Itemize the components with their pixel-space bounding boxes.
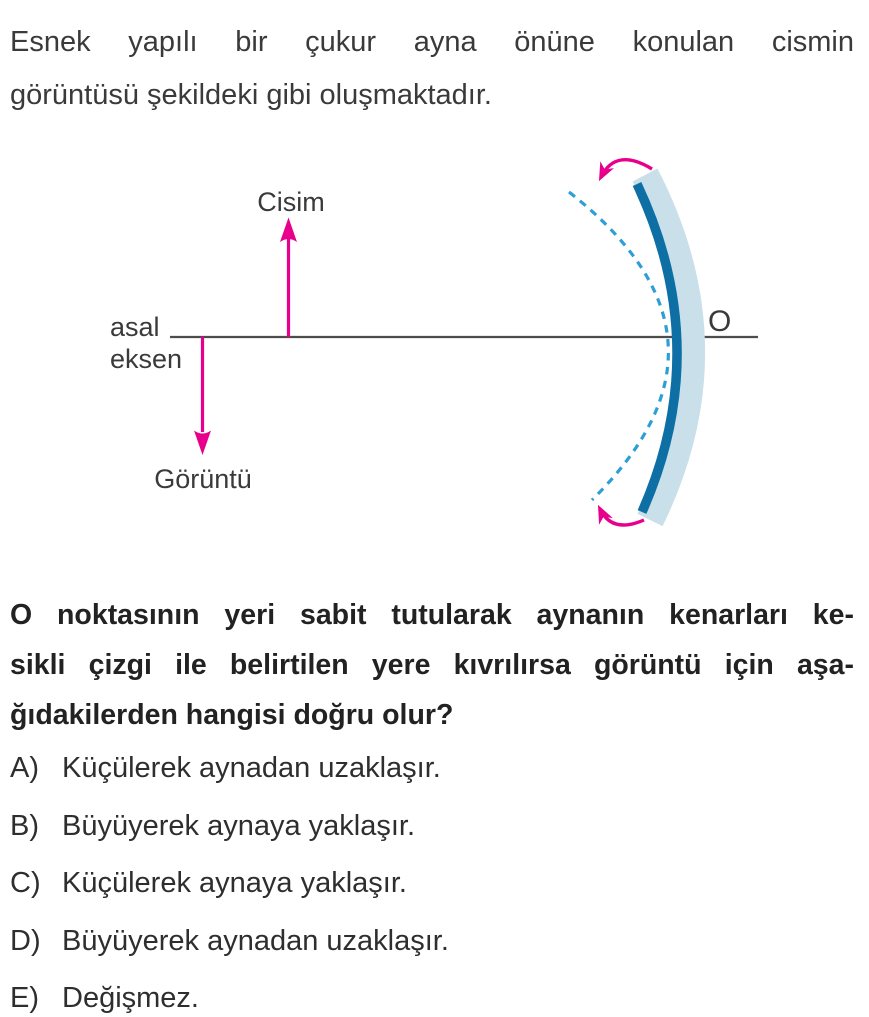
intro-paragraph <box>10 16 854 122</box>
option-b-text: Büyüyerek aynaya yaklaşır. <box>62 809 416 842</box>
option-e <box>10 983 854 1013</box>
bend-arrow-top <box>601 160 652 177</box>
image-label: Görüntü <box>154 464 252 494</box>
axis-label-word2: eksen <box>110 344 183 374</box>
question-line-3: ğıdakilerden hangisi doğru olur? <box>10 699 454 731</box>
object-label: Cisim <box>257 187 325 217</box>
question-paragraph <box>10 590 854 740</box>
object-arrow-head <box>280 218 297 243</box>
intro-line-1: Esnek yapılı bir çukur ayna önüne konulan cismin <box>10 26 854 58</box>
bend-arrow-bottom <box>600 509 644 525</box>
option-c-letter: C) <box>10 867 41 899</box>
option-b <box>10 811 854 841</box>
option-e-text: Değişmez. <box>62 982 199 1014</box>
option-a-letter: A) <box>10 752 39 784</box>
optics-diagram <box>0 150 869 550</box>
axis-label-word1: asal <box>110 312 160 342</box>
image-arrow-head <box>194 431 211 456</box>
option-b-letter: B) <box>10 809 39 842</box>
question-line-1: O noktasının yeri sabit tutularak aynanın kenarları ke- <box>10 599 854 631</box>
option-c-text: Küçülerek aynaya yaklaşır. <box>62 867 407 899</box>
option-d-letter: D) <box>10 924 41 957</box>
option-a <box>10 753 854 783</box>
answer-options <box>10 753 854 1017</box>
option-c <box>10 868 854 898</box>
option-d <box>10 926 854 956</box>
intro-line-2: görüntüsü şekildeki gibi oluşmaktadır. <box>10 79 492 111</box>
option-a-text: Küçülerek aynadan uzaklaşır. <box>62 752 441 784</box>
question-line-2: sikli çizgi ile belirtilen yere kıvrılırsa görüntü için aşa- <box>10 649 854 681</box>
dashed-bent-mirror-curve <box>569 192 668 500</box>
option-d-text: Büyüyerek aynadan uzaklaşır. <box>62 924 449 957</box>
option-e-letter: E) <box>10 982 39 1014</box>
vertex-label: O <box>708 305 732 338</box>
